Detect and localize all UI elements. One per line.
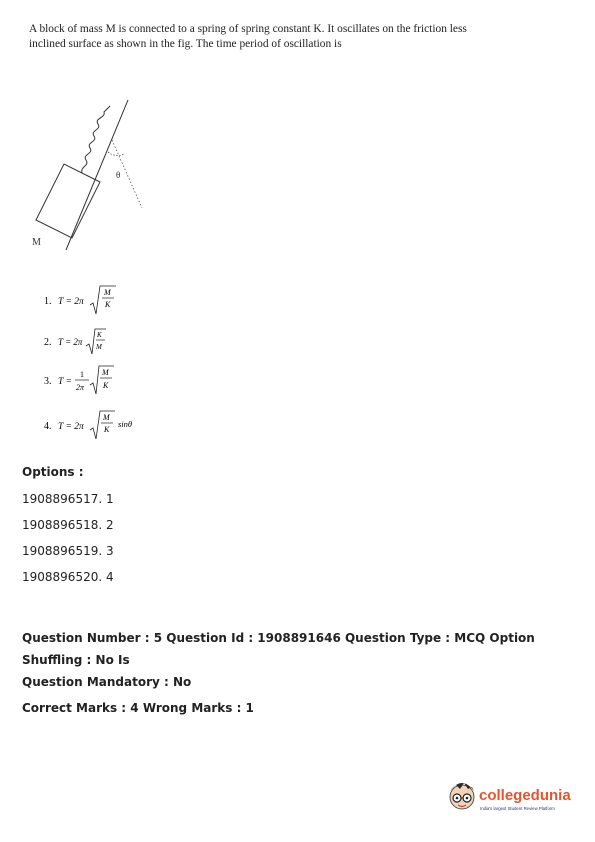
answer-number: 3. [44,376,52,387]
question-text [29,22,469,52]
root-numerator: M [103,413,110,422]
answer-number: 2. [44,337,52,348]
spring-block-figure [20,100,180,260]
root-numerator: M [102,368,109,377]
answer-option-4 [44,408,184,440]
answer-option-3 [44,362,164,394]
sqrt-sign [90,286,116,314]
logo-name: collegedunia [479,787,571,804]
answer-lhs: T = 2π [58,297,84,307]
answer-option-2 [44,326,164,358]
option-item-1: 1908896517. 1 [22,492,114,506]
answer-lhs: T = [58,377,72,387]
answer-number: 4. [44,421,52,432]
root-denominator: M [96,343,102,351]
mass-block [36,164,100,238]
meta-line-3: Correct Marks : 4 Wrong Marks : 1 [22,701,254,715]
question-line-2: inclined surface as shown in the fig. The time period of oscillation is [29,38,342,50]
option-item-4: 1908896520. 4 [22,570,114,584]
option-item-3: 1908896519. 3 [22,544,114,558]
answer-suffix: sinθ [118,419,133,429]
options-heading: Options : [22,465,84,479]
spring [82,106,110,173]
answer-lhs: T = 2π [58,337,83,347]
angle-label: θ [116,170,121,180]
mass-label: M [32,237,41,248]
root-numerator: K [97,331,102,339]
collegedunia-logo [446,773,586,821]
logo-tagline: India's largest Student Review Platform [480,806,555,811]
answer-number: 1. [44,296,52,307]
question-meta [22,627,582,719]
angle-arc [108,152,124,156]
meta-line-1: Question Number : 5 Question Id : 1908891646 Question Type : MCQ Option Shuffling : No Is [22,631,535,667]
option-item-2: 1908896518. 2 [22,518,114,532]
question-line-1: A block of mass M is connected to a spring of spring constant K. It oscillates on the friction less [29,23,467,35]
fraction-denominator: 2π [76,383,85,392]
root-denominator: K [103,381,109,390]
root-numerator: M [104,288,111,297]
meta-line-2: Question Mandatory : No [22,675,192,689]
answer-lhs: T = 2π [58,422,84,432]
fraction-numerator: 1 [80,370,84,379]
root-denominator: K [104,425,110,434]
root-denominator: K [105,300,111,309]
answer-option-1 [44,283,164,315]
